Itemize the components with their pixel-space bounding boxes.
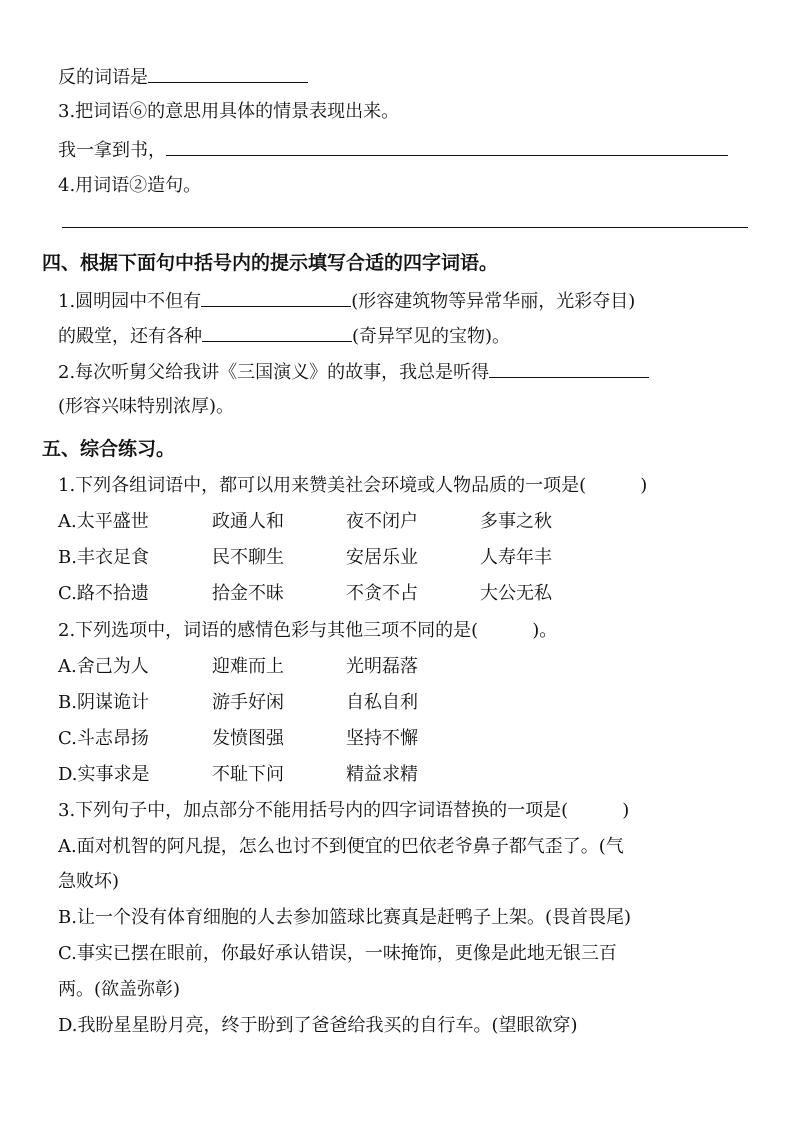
option-word: 坚持不懈: [346, 728, 418, 749]
option-word: 民不聊生: [212, 547, 284, 568]
p4-question-1-line1: 1.圆明园中不但有 (形容建筑物等异常华丽，光彩夺目): [58, 288, 635, 314]
option-label: C.斗志昂扬: [58, 728, 149, 749]
option-word: 游手好闲: [212, 692, 284, 713]
p5-q3-option-a-cont: 急败坏): [58, 871, 120, 892]
p4-question-1-line2: 的殿堂，还有各种 (奇异罕见的宝物)。: [58, 323, 510, 349]
option-word: 自私自利: [346, 692, 418, 713]
option-word: 人寿年丰: [480, 547, 552, 568]
option-label: B.丰衣足食: [58, 547, 149, 568]
p4-question-2-line2: (形容兴味特别浓厚)。: [58, 396, 235, 417]
section-heading-5: 五、综合练习。: [42, 438, 176, 460]
option-label: C.路不拾遗: [58, 583, 149, 604]
option-word: 精益求精: [346, 764, 418, 785]
answer-blank[interactable]: [201, 288, 351, 307]
p5-q3-option-c: C.事实已摆在眼前，你最好承认错误，一味掩饰，更像是此地无银三百: [58, 943, 617, 964]
p4-question-2-line1: 2.每次听舅父给我讲《三国演义》的故事，我总是听得: [58, 359, 649, 385]
option-label: A.太平盛世: [58, 511, 149, 532]
question-4: 4.用词语②造句。: [58, 175, 202, 196]
option-word: 不耻下问: [212, 764, 284, 785]
p5-question-1: 1.下列各组词语中，都可以用来赞美社会环境或人物品质的一项是( ): [58, 475, 648, 496]
p5-q3-option-c-cont: 两。(欲盖弥彰): [58, 979, 181, 1000]
section-heading-4: 四、根据下面句中括号内的提示填写合适的四字词语。: [42, 252, 499, 274]
option-word: 大公无私: [480, 583, 552, 604]
answer-blank[interactable]: [489, 359, 649, 378]
option-word: 政通人和: [212, 511, 284, 532]
p5-question-2: 2.下列选项中，词语的感情色彩与其他三项不同的是( )。: [58, 620, 558, 641]
option-word: 拾金不昧: [212, 583, 284, 604]
option-word: 多事之秋: [480, 511, 552, 532]
answer-blank[interactable]: [202, 323, 352, 342]
answer-blank[interactable]: [148, 64, 308, 83]
option-label: A.舍己为人: [58, 656, 149, 677]
option-word: 光明磊落: [346, 656, 418, 677]
option-label: D.实事求是: [58, 764, 150, 785]
option-word: 不贪不占: [346, 583, 418, 604]
option-word: 发愤图强: [212, 728, 284, 749]
answer-blank[interactable]: [166, 137, 728, 156]
option-word: 安居乐业: [346, 547, 418, 568]
answer-line[interactable]: [62, 227, 748, 228]
question-3-answer: 我一拿到书，: [58, 137, 728, 163]
option-word: 夜不闭户: [346, 511, 418, 532]
text-line: 反的词语是: [58, 64, 308, 90]
question-3: 3.把词语⑥的意思用具体的情景表现出来。: [58, 101, 400, 122]
option-label: B.阴谋诡计: [58, 692, 149, 713]
p5-q3-option-a: A.面对机智的阿凡提，怎么也讨不到便宜的巴依老爷鼻子都气歪了。(气: [58, 836, 624, 857]
p5-question-3: 3.下列句子中，加点部分不能用括号内的四字词语替换的一项是( ): [58, 800, 630, 821]
option-word: 迎难而上: [212, 656, 284, 677]
p5-q3-option-d: D.我盼星星盼月亮，终于盼到了爸爸给我买的自行车。(望眼欲穿): [58, 1015, 578, 1036]
p5-q3-option-b: B.让一个没有体育细胞的人去参加篮球比赛真是赶鸭子上架。(畏首畏尾): [58, 907, 631, 928]
